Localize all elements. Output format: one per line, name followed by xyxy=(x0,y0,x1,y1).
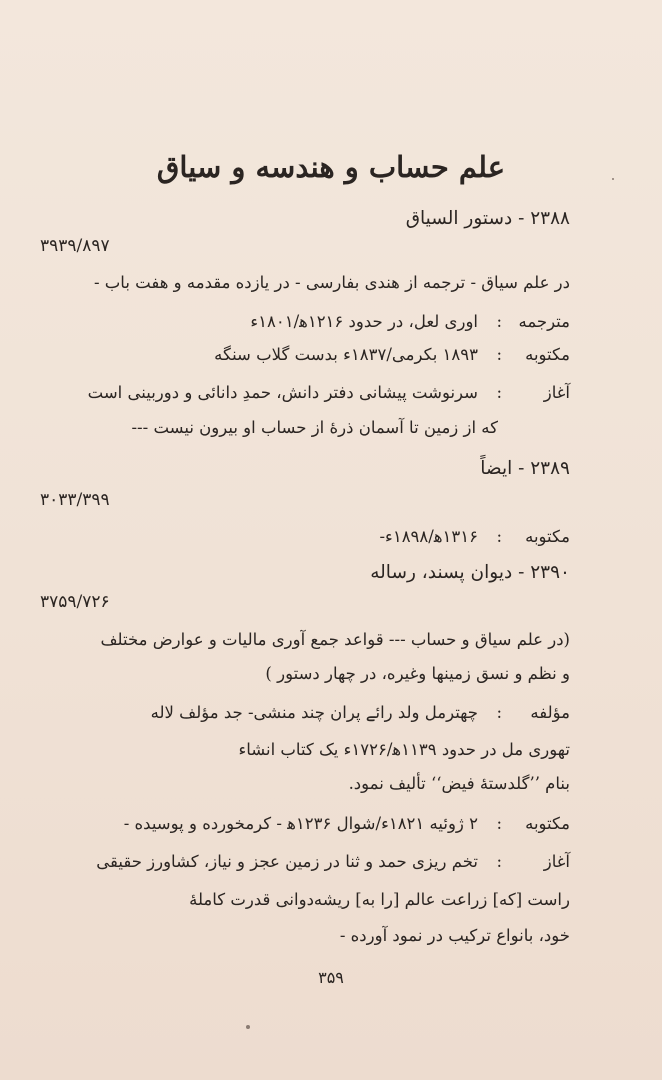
field-colon: : xyxy=(496,814,502,833)
translator-row xyxy=(70,312,570,336)
entry-heading-2390: ۲۳۹۰ - دیوان پسند، رساله xyxy=(370,562,570,583)
incipit-line: راست [که] زراعت عالم [را به] ریشه‌دوانی قدرت کاملهٔ xyxy=(189,890,570,909)
author-line: بنام ’’گلدستهٔ فیض‘‘ تألیف نمود. xyxy=(348,774,570,793)
paper-speck xyxy=(246,1025,250,1029)
translator-label: مترجمه xyxy=(518,312,570,331)
shelf-mark-2389: ۳۰۳۳/۳۹۹ xyxy=(40,490,110,510)
paper-speck xyxy=(612,178,614,180)
entry-description-2388: در علم سیاق - ترجمه از هندی بفارسی - در یازده مقدمه و هفت باب - xyxy=(93,273,570,292)
shelf-mark-2388: ۳۹۳۹/۸۹۷ xyxy=(40,236,110,256)
copied-row-2389 xyxy=(70,527,570,551)
incipit-line: تخم ریزی حمد و ثنا در زمین عجز و نیاز، کشاورز حقیقی xyxy=(96,852,478,871)
page-number: ۳۵۹ xyxy=(318,968,344,987)
shelf-mark-2390: ۳۷۵۹/۷۲۶ xyxy=(40,592,110,612)
incipit-continuation: که از زمین تا آسمان ذرهٔ از حساب او بیرون نیست --- xyxy=(131,418,498,437)
field-colon: : xyxy=(496,312,502,331)
incipit-row-2388 xyxy=(70,383,570,407)
entry-heading-2388: ۲۳۸۸ - دستور السیاق xyxy=(405,208,570,229)
copied-label: مکتوبه xyxy=(525,527,570,546)
author-label: مؤلفه xyxy=(530,703,570,722)
page-title: علم حساب و هندسه و سیاق xyxy=(156,150,506,184)
incipit-label: آغاز xyxy=(543,383,570,402)
incipit-row-2390 xyxy=(70,852,570,876)
translator-value: اوری لعل، در حدود ۱۲۱۶ﻫ/۱۸۰۱ء xyxy=(250,312,478,331)
author-row xyxy=(70,703,570,727)
copied-value: ۲ ژوئیه ۱۸۲۱ء/شوال ۱۲۳۶ﻫ - کرمخورده و پوسیده - xyxy=(123,814,478,833)
copied-row-2388 xyxy=(70,345,570,369)
field-colon: : xyxy=(496,852,502,871)
copied-row-2390 xyxy=(70,814,570,838)
field-colon: : xyxy=(496,345,502,364)
field-colon: : xyxy=(496,703,502,722)
copied-label: مکتوبه xyxy=(525,814,570,833)
entry-description-line: و نظم و نسق زمینها وغیره، در چهار دستور ) xyxy=(265,664,570,683)
field-colon: : xyxy=(496,527,502,546)
incipit-value: سرنوشت پیشانی دفتر دانش، حمدِ دانائی و دوربینی است xyxy=(87,383,478,402)
copied-label: مکتوبه xyxy=(525,345,570,364)
copied-value: ۱۳۱۶ﻫ/۱۸۹۸ء- xyxy=(379,527,478,546)
copied-value: ۱۸۹۳ بکرمی/۱۸۳۷ء بدست گلاب سنگه xyxy=(214,345,478,364)
field-colon: : xyxy=(496,383,502,402)
author-line: تهوری مل در حدود ۱۱۳۹ﻫ/۱۷۲۶ء یک کتاب انشاء xyxy=(238,740,570,759)
incipit-line: خود، بانواع ترکیب در نمود آورده - xyxy=(339,926,570,945)
author-line: چهترمل ولد رائے پران چند منشی- جد مؤلف لاله xyxy=(150,703,478,722)
entry-description-line: (در علم سیاق و حساب --- قواعد جمع آوری مالیات و عوارض مختلف xyxy=(100,630,570,649)
entry-heading-2389: ۲۳۸۹ - ایضاً xyxy=(480,458,570,479)
incipit-label: آغاز xyxy=(543,852,570,871)
